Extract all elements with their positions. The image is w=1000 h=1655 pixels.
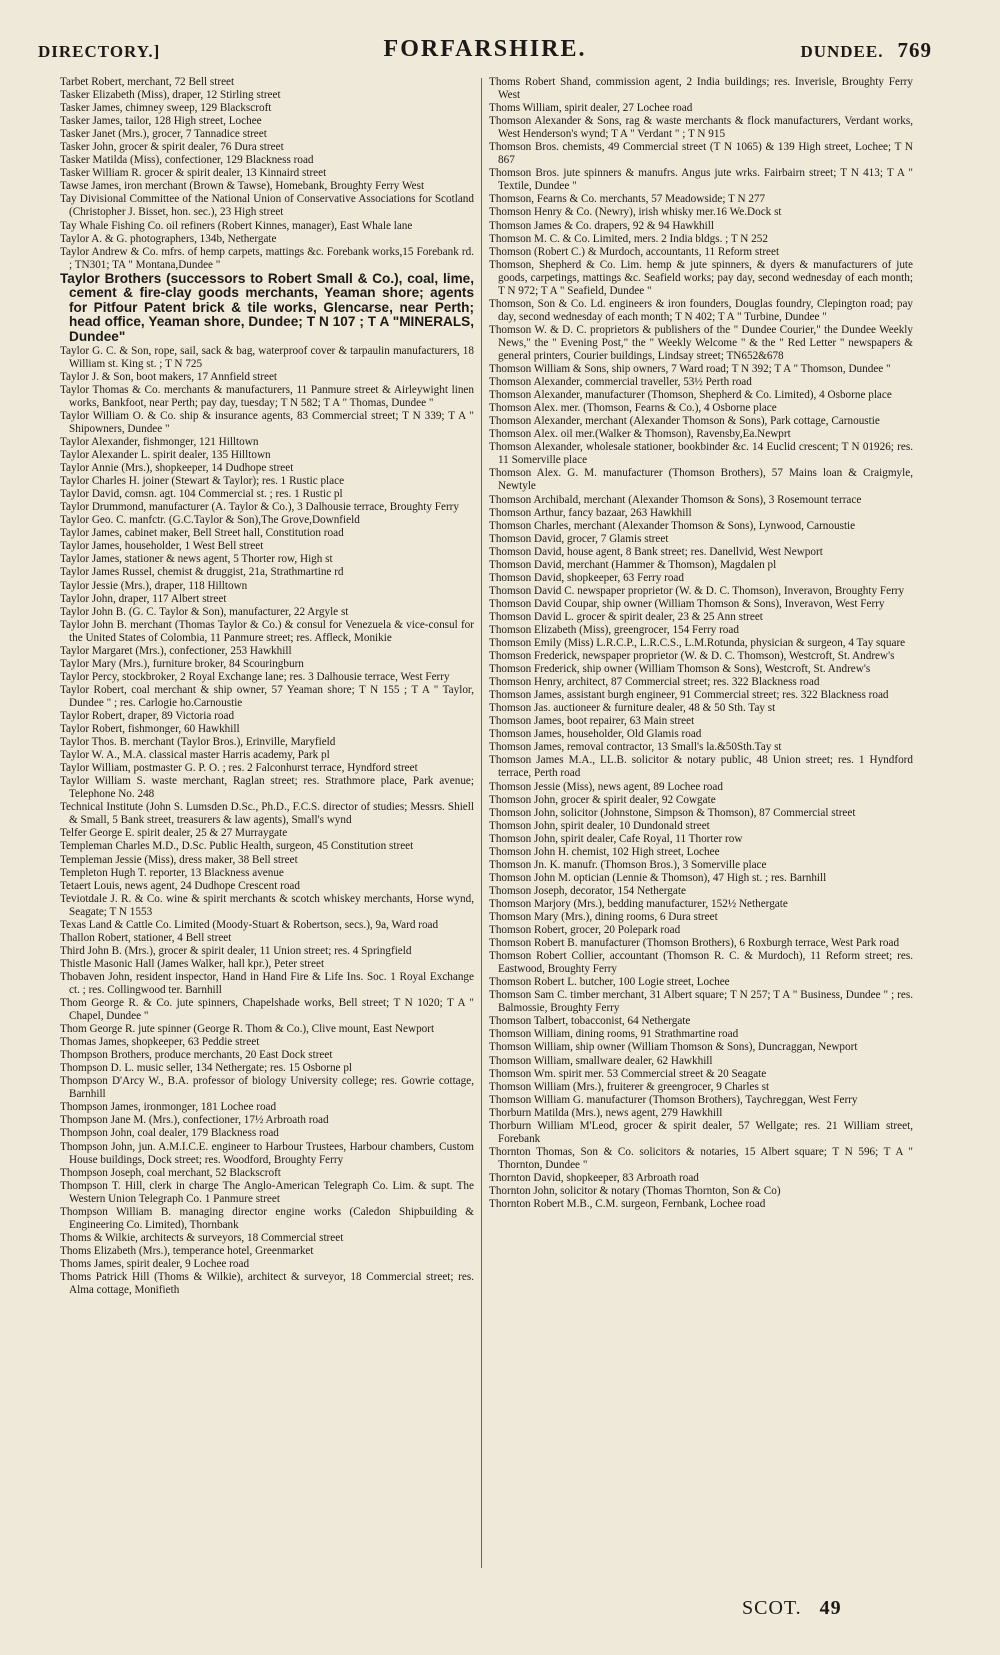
- directory-entry: Thompson John, jun. A.M.I.C.E. engineer to Harbour Trustees, Harbour chambers, Custom House buildings, Dock street; res. Woodford, Broughty Ferry: [60, 1140, 474, 1166]
- directory-entry: Taylor John B. (G. C. Taylor & Son), manufacturer, 22 Argyle st: [60, 605, 349, 618]
- directory-entry: Thomson James, householder, Old Glamis road: [489, 728, 702, 741]
- signature-mark: SCOT.: [742, 1597, 802, 1619]
- directory-entry: Thomson John, spirit dealer, 10 Dundonald street: [489, 819, 710, 832]
- directory-entry: Taylor John, draper, 117 Albert street: [60, 592, 227, 605]
- directory-entry: Thomson Elizabeth (Miss), greengrocer, 154 Ferry road: [489, 623, 739, 636]
- directory-entry: Taylor James Russel, chemist & druggist, 21a, Strathmartine rd: [60, 566, 344, 579]
- directory-entry: Thobaven John, resident inspector, Hand in Hand Fire & Life Ins. Soc. 1 Royal Exchange ct. ; res. Collingwood ter. Barnhill: [60, 970, 474, 996]
- directory-entry: Thompson Brothers, produce merchants, 20 East Dock street: [60, 1049, 333, 1062]
- directory-entry: Thomson Alexander, wholesale stationer, bookbinder &c. 14 Euclid crescent; T N 01926; res. 11 Somerville place: [489, 441, 913, 467]
- directory-entry: Teviotdale J. R. & Co. wine & spirit merchants & scotch whiskey merchants, Horse wynd, Seagate; T N 1553: [60, 892, 474, 918]
- directory-entry: Taylor Alexander, fishmonger, 121 Hilltown: [60, 436, 259, 448]
- directory-entry: Tay Whale Fishing Co. oil refiners (Robert Kinnes, manager), East Whale lane: [60, 219, 413, 232]
- directory-entry: Templeman Jessie (Miss), dress maker, 38 Bell street: [60, 853, 298, 866]
- directory-entry: Thomson Alex. mer. (Thomson, Fearns & Co.), 4 Osborne place: [489, 402, 777, 415]
- directory-entry: Thorburn William M'Leod, grocer & spirit dealer, 57 Wellgate; res. 21 William street, Forebank: [489, 1119, 913, 1145]
- directory-entry: Thomson William, dining rooms, 91 Strathmartine road: [489, 1028, 739, 1041]
- directory-entry: Templeton Hugh T. reporter, 13 Blackness avenue: [60, 866, 284, 879]
- directory-entry: Thomson William & Sons, ship owners, 7 Ward road; T N 392; T A " Thomson, Dundee ": [489, 363, 891, 376]
- directory-entry: Taylor Alexander L. spirit dealer, 135 Hilltown: [60, 449, 271, 462]
- page-header: [38, 36, 932, 68]
- directory-entry: Tetaert Louis, news agent, 24 Dudhope Crescent road: [60, 879, 300, 892]
- directory-entry: Thomson Jessie (Miss), news agent, 89 Lochee road: [489, 780, 723, 793]
- left-column: [60, 76, 474, 1297]
- directory-entry: Thomson David L. grocer & spirit dealer, 23 & 25 Ann street: [489, 610, 763, 623]
- directory-entry: Thomson Robert, grocer, 20 Polepark road: [489, 924, 681, 937]
- directory-entry: Tay Divisional Committee of the National Union of Conservative Associations for Scotland (Christopher J. Bisset, hon. sec.), 23 High street: [60, 193, 474, 219]
- directory-entry: Taylor Margaret (Mrs.), confectioner, 253 Hawkhill: [60, 644, 292, 657]
- directory-entry: Thom George R. jute spinner (George R. Thom & Co.), Clive mount, East Newport: [60, 1023, 435, 1036]
- directory-entry: Thomson Bros. jute spinners & manufrs. Angus jute wrks. Fairbairn street; T N 413; T A " Textile, Dundee ": [489, 167, 913, 193]
- directory-entry: Thomson Joseph, decorator, 154 Nethergate: [489, 884, 686, 897]
- directory-entry: Thomson James & Co. drapers, 92 & 94 Hawkhill: [489, 219, 714, 232]
- directory-entry: Taylor Robert, fishmonger, 60 Hawkhill: [60, 723, 240, 736]
- directory-entry: Tarbet Robert, merchant, 72 Bell street: [60, 76, 235, 88]
- directory-entry: Taylor Annie (Mrs.), shopkeeper, 14 Dudhope street: [60, 462, 294, 475]
- directory-entry: Thomson John H. chemist, 102 High street, Lochee: [489, 845, 720, 858]
- directory-entry: Thomson James, boot repairer, 63 Main street: [489, 715, 695, 728]
- page-footer: [742, 1597, 842, 1620]
- directory-entry: Thomson Henry, architect, 87 Commercial street; res. 322 Blackness road: [489, 676, 820, 689]
- directory-entry: Tasker John, grocer & spirit dealer, 76 Dura street: [60, 141, 284, 154]
- directory-entry: Thomson Charles, merchant (Alexander Thomson & Sons), Lynwood, Carnoustie: [489, 519, 856, 532]
- directory-entry: Thompson William B. managing director engine works (Caledon Shipbuilding & Engineering Co. Limited), Thornbank: [60, 1205, 474, 1231]
- directory-entry: Technical Institute (John S. Lumsden D.Sc., Ph.D., F.C.S. director of studies; Messrs. Shiell & Small, 5 Bank street, treasurers & law agents), Small's wynd: [60, 801, 474, 827]
- directory-entry: Thomson, Son & Co. Ld. engineers & iron founders, Douglas foundry, Clepington road; pay day, second wednesday of each month; T N 402; T A " Turbine, Dundee ": [489, 297, 913, 323]
- directory-entry: Taylor Charles H. joiner (Stewart & Taylor); res. 1 Rustic place: [60, 475, 345, 488]
- right-column: [489, 76, 913, 1211]
- directory-entry: Thompson D'Arcy W., B.A. professor of biology University college; res. Gowrie cottage, Barnhill: [60, 1075, 474, 1101]
- directory-entry: Thompson Joseph, coal merchant, 52 Blackscroft: [60, 1166, 281, 1179]
- directory-entry: Thomson Frederick, ship owner (William Thomson & Sons), Westcroft, St. Andrew's: [489, 663, 871, 676]
- signature-number: 49: [819, 1597, 842, 1619]
- directory-entry: Thomson James, removal contractor, 13 Small's la.&50Sth.Tay st: [489, 741, 782, 754]
- header-town-label: DUNDEE.: [800, 42, 884, 61]
- directory-entry: Taylor Geo. C. manfctr. (G.C.Taylor & Son),The Grove,Downfield: [60, 514, 360, 527]
- directory-entry: Telfer George E. spirit dealer, 25 & 27 Murraygate: [60, 827, 288, 840]
- directory-entry: Thomson John, spirit dealer, Cafe Royal, 11 Thorter row: [489, 832, 743, 845]
- directory-entry: Thoms James, spirit dealer, 9 Lochee road: [60, 1257, 250, 1270]
- directory-entry: Thompson James, ironmonger, 181 Lochee road: [60, 1101, 277, 1114]
- directory-entry: Taylor A. & G. photographers, 134b, Nethergate: [60, 232, 277, 245]
- directory-entry: Thomson, Fearns & Co. merchants, 57 Meadowside; T N 277: [489, 193, 766, 206]
- directory-entry: Thomson Alexander, manufacturer (Thomson, Shepherd & Co. Limited), 4 Osborne place: [489, 389, 892, 402]
- directory-entry: Thomson Talbert, tobacconist, 64 Nethergate: [489, 1015, 691, 1028]
- header-directory-label: DIRECTORY.]: [38, 42, 161, 61]
- directory-entry: Tasker William R. grocer & spirit dealer, 13 Kinnaird street: [60, 167, 327, 180]
- directory-entry: Thorburn Matilda (Mrs.), news agent, 279 Hawkhill: [489, 1106, 723, 1119]
- directory-entry: Third John B. (Mrs.), grocer & spirit dealer, 11 Union street; res. 4 Springfield: [60, 944, 412, 957]
- directory-entry: Thoms Elizabeth (Mrs.), temperance hotel, Greenmarket: [60, 1244, 314, 1257]
- directory-entry: Thomson Robert B. manufacturer (Thomson Brothers), 6 Roxburgh terrace, West Park road: [489, 937, 900, 950]
- directory-entry: Texas Land & Cattle Co. Limited (Moody-Stuart & Robertson, secs.), 9a, Ward road: [60, 918, 439, 931]
- directory-entry: Tawse James, iron merchant (Brown & Tawse), Homebank, Broughty Ferry West: [60, 180, 425, 193]
- directory-entry: Thomson Jn. K. manufr. (Thomson Bros.), 3 Somerville place: [489, 858, 767, 871]
- directory-entry: Taylor David, comsn. agt. 104 Commercial st. ; res. 1 Rustic pl: [60, 488, 343, 501]
- directory-entry: Thompson T. Hill, clerk in charge The Anglo-American Telegraph Co. Lim. & supt. The Western Union Telegraph Co. 1 Panmure street: [60, 1179, 474, 1205]
- directory-entry: Thomson John, grocer & spirit dealer, 92 Cowgate: [489, 793, 716, 806]
- directory-entry: Thomson Robert Collier, accountant (Thomson R. C. & Murdoch), 11 Reform street; res. Eastwood, Broughty Ferry: [489, 950, 913, 976]
- directory-entry: Taylor Robert, coal merchant & ship owner, 57 Yeaman shore; T N 155 ; T A " Taylor, Dundee " ; res. Carlogie ho.Carnoustie: [60, 683, 474, 709]
- directory-entry: Thomas James, shopkeeper, 63 Peddie street: [60, 1036, 260, 1049]
- directory-entry: Thomson William, smallware dealer, 62 Hawkhill: [489, 1054, 713, 1067]
- directory-entry: Thomson David, house agent, 8 Bank street; res. Danellvid, West Newport: [489, 545, 823, 558]
- directory-entry: Taylor William S. waste merchant, Raglan street; res. Strathmore place, Park avenue; Telephone No. 248: [60, 775, 474, 801]
- directory-entry: Taylor Drummond, manufacturer (A. Taylor & Co.), 3 Dalhousie terrace, Broughty Ferry: [60, 501, 460, 514]
- directory-entry: Thomson W. & D. C. proprietors & publishers of the " Dundee Courier," the Dundee Weekly News," the " Evening Post," the " Weekly Welcome " & the " Red Letter " newspapers & general printers, Courier buildings, Lindsay street; TN652&678: [489, 323, 913, 362]
- directory-entry: Thomson David Coupar, ship owner (William Thomson & Sons), Inveravon, West Ferry: [489, 597, 885, 610]
- page-number: 769: [897, 38, 932, 62]
- directory-entry: Taylor J. & Son, boot makers, 17 Annfield street: [60, 370, 278, 383]
- directory-entry: Taylor William O. & Co. ship & insurance agents, 83 Commercial street; T N 339; T A " Shipowners, Dundee ": [60, 409, 474, 435]
- directory-entry: Taylor G. C. & Son, rope, sail, sack & bag, waterproof cover & tarpaulin manufacturers, 18 William st. King st. ; T N 725: [60, 344, 474, 370]
- directory-entry: Taylor James, householder, 1 West Bell street: [60, 540, 264, 553]
- directory-entry: Tasker James, tailor, 128 High street, Lochee: [60, 115, 262, 128]
- directory-entry: Taylor Mary (Mrs.), furniture broker, 84 Scouringburn: [60, 657, 304, 670]
- directory-entry: Thistle Masonic Hall (James Walker, hall kpr.), Peter street: [60, 957, 325, 970]
- directory-entry: Thomson James, assistant burgh engineer, 91 Commercial street; res. 322 Blackness road: [489, 689, 889, 702]
- directory-entry: Taylor Brothers (successors to Robert Small & Co.), coal, lime, cement & fire-clay goods merchants, Yeaman shore; agents for Pitfour Patent brick & tile works, Glencarse, near Perth; head office, Yeaman shore, Dundee; T N 107 ; T A "MINERALS, Dundee": [60, 270, 474, 345]
- directory-entry: Thomson Alex. G. M. manufacturer (Thomson Brothers), 57 Mains loan & Craigmyle, Newtyle: [489, 467, 913, 493]
- directory-entry: Thoms Robert Shand, commission agent, 2 India buildings; res. Inverisle, Broughty Ferry West: [489, 76, 913, 102]
- directory-entry: Taylor Jessie (Mrs.), draper, 118 Hilltown: [60, 579, 248, 592]
- directory-entry: Thomson Archibald, merchant (Alexander Thomson & Sons), 3 Rosemount terrace: [489, 493, 862, 506]
- directory-entry: Thomson William G. manufacturer (Thomson Brothers), Taychreggan, West Ferry: [489, 1093, 858, 1106]
- directory-entry: Taylor Robert, draper, 89 Victoria road: [60, 709, 235, 722]
- directory-entry: Thompson John, coal dealer, 179 Blackness road: [60, 1127, 279, 1140]
- directory-entry: Thomson (Robert C.) & Murdoch, accountants, 11 Reform street: [489, 245, 780, 258]
- directory-entry: Thomson James M.A., LL.B. solicitor & notary public, 48 Union street; res. 1 Hyndford terrace, Perth road: [489, 754, 913, 780]
- directory-entry: Thom George R. & Co. jute spinners, Chapelshade works, Bell street; T N 1020; T A " Chapel, Dundee ": [60, 997, 474, 1023]
- directory-entry: Thomson David, shopkeeper, 63 Ferry road: [489, 571, 684, 584]
- directory-entry: Thomson Mary (Mrs.), dining rooms, 6 Dura street: [489, 911, 718, 923]
- directory-entry: Tasker Janet (Mrs.), grocer, 7 Tannadice street: [60, 128, 267, 141]
- directory-entry: Thomson Alexander & Sons, rag & waste merchants & flock manufacturers, Verdant works, West Henderson's wynd; T A " Verdant " ; T N 915: [489, 115, 913, 141]
- directory-entry: Thornton John, solicitor & notary (Thomas Thornton, Son & Co): [489, 1184, 781, 1197]
- directory-entry: Taylor Andrew & Co. mfrs. of hemp carpets, mattings &c. Forebank works,15 Forebank rd. ; TN301; TA " Montana,Dundee ": [60, 245, 474, 271]
- directory-entry: Thomson Bros. chemists, 49 Commercial street (T N 1065) & 139 High street, Lochee; T N 867: [489, 141, 913, 167]
- directory-entry: Taylor John B. merchant (Thomas Taylor & Co.) & consul for Venezuela & vice-consul for the United States of Colombia, 11 Panmure street; res. Affleck, Monikie: [60, 618, 474, 644]
- directory-entry: Thomson John, solicitor (Johnstone, Simpson & Thomson), 87 Commercial street: [489, 806, 856, 819]
- directory-entry: Thoms Patrick Hill (Thoms & Wilkie), architect & surveyor, 18 Commercial street; res. Alma cottage, Monifieth: [60, 1271, 474, 1297]
- directory-entry: Taylor Thos. B. merchant (Taylor Bros.), Erinville, Maryfield: [60, 736, 336, 749]
- column-divider: [481, 78, 482, 1568]
- directory-entry: Taylor Percy, stockbroker, 2 Royal Exchange lane; res. 3 Dalhousie terrace, West Ferry: [60, 670, 450, 683]
- directory-entry: Thomson Marjory (Mrs.), bedding manufacturer, 152½ Nethergate: [489, 897, 788, 910]
- header-town-and-page: [800, 38, 932, 63]
- directory-entry: Thomson M. C. & Co. Limited, mers. 2 India bldgs. ; T N 252: [489, 232, 768, 245]
- directory-entry: Thompson D. L. music seller, 134 Nethergate; res. 15 Osborne pl: [60, 1062, 353, 1075]
- directory-entry: Thornton Thomas, Son & Co. solicitors & notaries, 15 Albert square; T N 596; T A " Thornton, Dundee ": [489, 1145, 913, 1171]
- directory-entry: Thomson Wm. spirit mer. 53 Commercial street & 20 Seagate: [489, 1067, 767, 1080]
- directory-entry: Thomson William (Mrs.), fruiterer & greengrocer, 9 Charles st: [489, 1080, 770, 1093]
- directory-entry: Thomson Arthur, fancy bazaar, 263 Hawkhill: [489, 506, 692, 519]
- directory-entry: Thomson David, grocer, 7 Glamis street: [489, 532, 669, 545]
- directory-entry: Taylor W. A., M.A. classical master Harris academy, Park pl: [60, 749, 330, 762]
- directory-entry: Tasker Matilda (Miss), confectioner, 129 Blackness road: [60, 154, 314, 167]
- directory-entry: Tasker James, chimney sweep, 129 Blackscroft: [60, 102, 272, 115]
- directory-entry: Thornton Robert M.B., C.M. surgeon, Fernbank, Lochee road: [489, 1198, 766, 1211]
- directory-entry: Thomson Robert L. butcher, 100 Logie street, Lochee: [489, 976, 730, 989]
- directory-entry: Thomson, Shepherd & Co. Lim. hemp & jute spinners, & dyers & manufacturers of jute goods, carpetings, mattings &c. Seafield works; pay day, second wednesday of each month; T N 972; T A " Seafield, Dundee ": [489, 258, 913, 297]
- directory-entry: Thomson John M. optician (Lennie & Thomson), 47 High st. ; res. Barnhill: [489, 871, 827, 884]
- directory-entry: Taylor James, stationer & news agent, 5 Thorter row, High st: [60, 553, 333, 566]
- directory-entry: Thallon Robert, stationer, 4 Bell street: [60, 931, 232, 944]
- directory-entry: Thomson Frederick, newspaper proprietor (W. & D. C. Thomson), Westcroft, St. Andrew's: [489, 650, 895, 663]
- directory-entry: Thomson Sam C. timber merchant, 31 Albert square; T N 257; T A " Business, Dundee " ; res. Balmossie, Broughty Ferry: [489, 989, 913, 1015]
- directory-entry: Thomson Emily (Miss) L.R.C.P., L.R.C.S., L.M.Rotunda, physician & surgeon, 4 Tay square: [489, 637, 906, 650]
- directory-entry: Thoms William, spirit dealer, 27 Lochee road: [489, 102, 693, 115]
- directory-entry: Thomson Alexander, commercial traveller, 53½ Perth road: [489, 376, 752, 389]
- directory-entry: Tasker Elizabeth (Miss), draper, 12 Stirling street: [60, 89, 281, 102]
- directory-entry: Thomson David C. newspaper proprietor (W. & D. C. Thomson), Inveravon, Broughty Ferry: [489, 584, 905, 597]
- header-county-title: FORFARSHIRE.: [383, 36, 587, 62]
- directory-entry: Templeman Charles M.D., D.Sc. Public Health, surgeon, 45 Constitution street: [60, 840, 414, 853]
- directory-entry: Thomson Henry & Co. (Newry), irish whisky mer.16 We.Dock st: [489, 206, 782, 219]
- directory-entry: Thompson Jane M. (Mrs.), confectioner, 17½ Arbroath road: [60, 1114, 329, 1127]
- directory-entry: Thomson Alex. oil mer.(Walker & Thomson), Ravensby,Ea.Newprt: [489, 428, 791, 441]
- directory-entry: Thomson David, merchant (Hammer & Thomson), Magdalen pl: [489, 558, 777, 571]
- directory-entry: Thomson Jas. auctioneer & furniture dealer, 48 & 50 Sth. Tay st: [489, 702, 776, 715]
- directory-entry: Thomson Alexander, merchant (Alexander Thomson & Sons), Park cottage, Carnoustie: [489, 415, 880, 428]
- directory-entry: Taylor Thomas & Co. merchants & manufacturers, 11 Panmure street & Airleywight linen works, Bankfoot, near Perth; pay day, tuesday; T N 582; T A " Thomas, Dundee ": [60, 383, 474, 409]
- directory-entry: Thomson William, ship owner (William Thomson & Sons), Duncraggan, Newport: [489, 1041, 858, 1054]
- directory-entry: Taylor James, cabinet maker, Bell Street hall, Constitution road: [60, 527, 344, 540]
- directory-entry: Thornton David, shopkeeper, 83 Arbroath road: [489, 1171, 699, 1184]
- directory-entry: Taylor William, postmaster G. P. O. ; res. 2 Falconhurst terrace, Hyndford street: [60, 762, 418, 775]
- directory-entry: Thoms & Wilkie, architects & surveyors, 18 Commercial street: [60, 1231, 344, 1244]
